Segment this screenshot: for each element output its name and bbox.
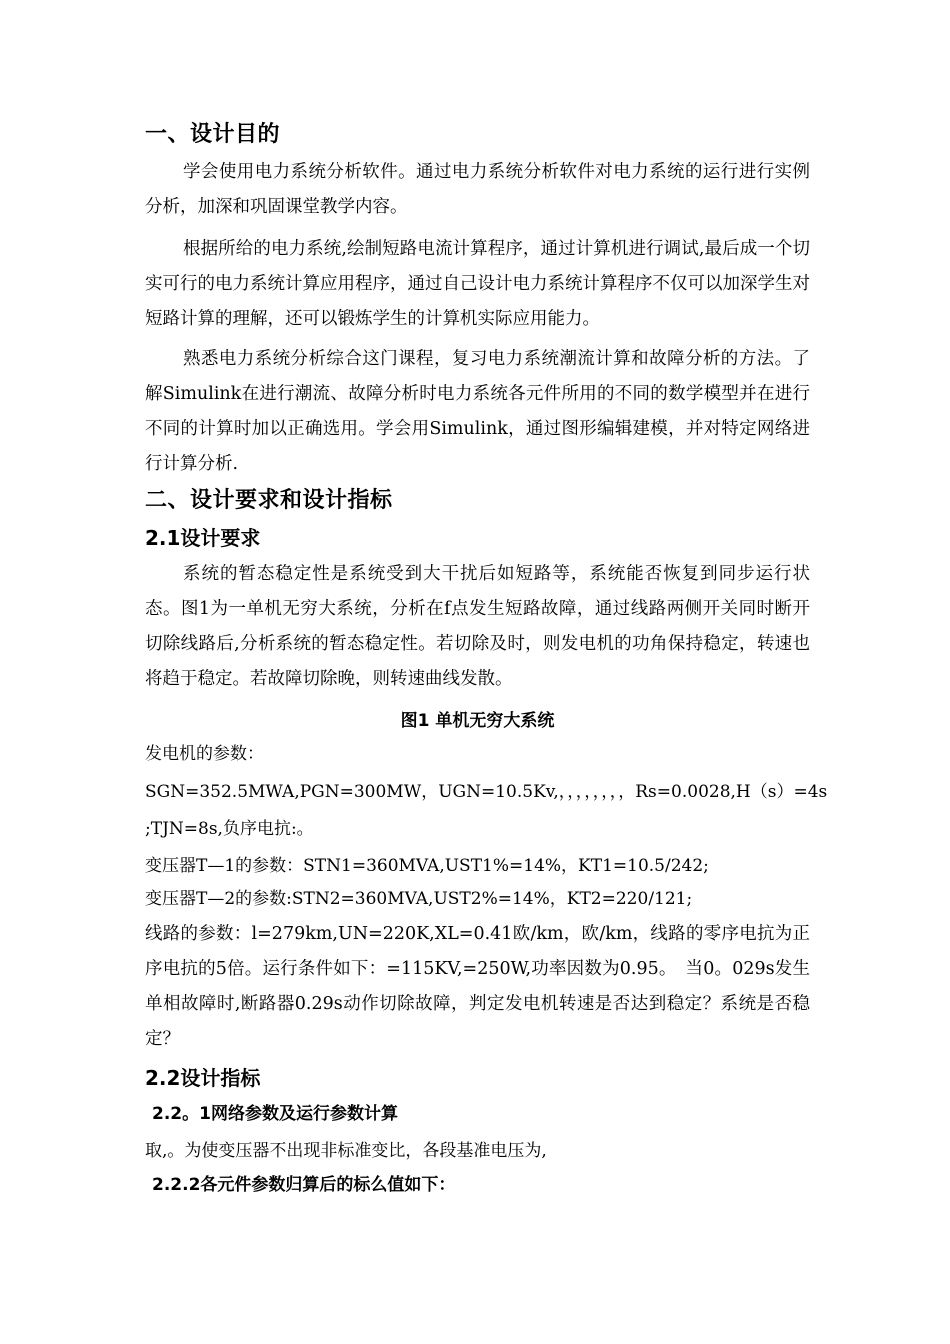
generator-params-label: 发电机的参数： xyxy=(145,744,264,764)
section-1-heading: 一、设计目的 xyxy=(145,122,281,147)
transformer-t2-params: 变压器T—2的参数:STN2=360MVA,UST2%=14%，KT2=220/121; xyxy=(145,889,693,909)
section-1-paragraph-3: 熟悉电力系统分析综合这门课程，复习电力系统潮流计算和故障分析的方法。了解Simulink在进行潮流、故障分析时电力系统各元件所用的不同的数学模型并在进行不同的计算时加以正确选用。学会用Simulink，通过图形编辑建模，并对特定网络进行计算分析. xyxy=(145,349,810,474)
section-2-2-heading: 2.2设计指标 xyxy=(145,1066,261,1090)
section-2-2-2-heading: 2.2.2各元件参数归算后的标么值如下： xyxy=(152,1175,456,1195)
section-2-2-1-heading: 2.2。1网络参数及运行参数计算 xyxy=(152,1104,398,1124)
section-2-2-1-paragraph: 取,。为使变压器不出现非标准变比，各段基准电压为, xyxy=(145,1141,547,1161)
line-params-paragraph: 线路的参数：l=279km,UN=220K,XL=0.41欧/km，欧/km，线路的零序电抗为正序电抗的5倍。运行条件如下：=115KV,=250W,功率因数为0.95。 当0。029s发生单相故障时,断路器0.29s动作切除故障，判定发电机转速是否达到稳定？系统是否稳定？ xyxy=(145,924,810,1049)
section-2-1-heading: 2.1设计要求 xyxy=(145,526,261,550)
figure-1-caption: 图1 单机无穷大系统 xyxy=(400,711,555,731)
generator-params-line-1: SGN=352.5MWA,PGN=300MW，UGN=10.5Kv,，，，，，，，，Rs=0.0028,H（s）=4s xyxy=(145,782,828,802)
section-2-1-paragraph: 系统的暂态稳定性是系统受到大干扰后如短路等，系统能否恢复到同步运行状态。图1为一单机无穷大系统，分析在f点发生短路故障，通过线路两侧开关同时断开切除线路后,分析系统的暂态稳定性。若切除及时，则发电机的功角保持稳定，转速也将趋于稳定。若故障切除晚，则转速曲线发散。 xyxy=(145,564,810,689)
section-2-heading: 二、设计要求和设计指标 xyxy=(145,488,393,513)
generator-params-line-2: ;TJN=8s,负序电抗:。 xyxy=(145,819,314,839)
section-1-paragraph-2: 根据所给的电力系统,绘制短路电流计算程序，通过计算机进行调试,最后成一个切实可行的电力系统计算应用程序，通过自己设计电力系统计算程序不仅可以加深学生对短路计算的理解，还可以锻炼学生的计算机实际应用能力。 xyxy=(145,239,810,329)
section-1-paragraph-1: 学会使用电力系统分析软件。通过电力系统分析软件对电力系统的运行进行实例分析，加深和巩固课堂教学内容。 xyxy=(145,162,810,217)
transformer-t1-params: 变压器T—1的参数：STN1=360MVA,UST1%=14%，KT1=10.5/242; xyxy=(145,856,709,876)
